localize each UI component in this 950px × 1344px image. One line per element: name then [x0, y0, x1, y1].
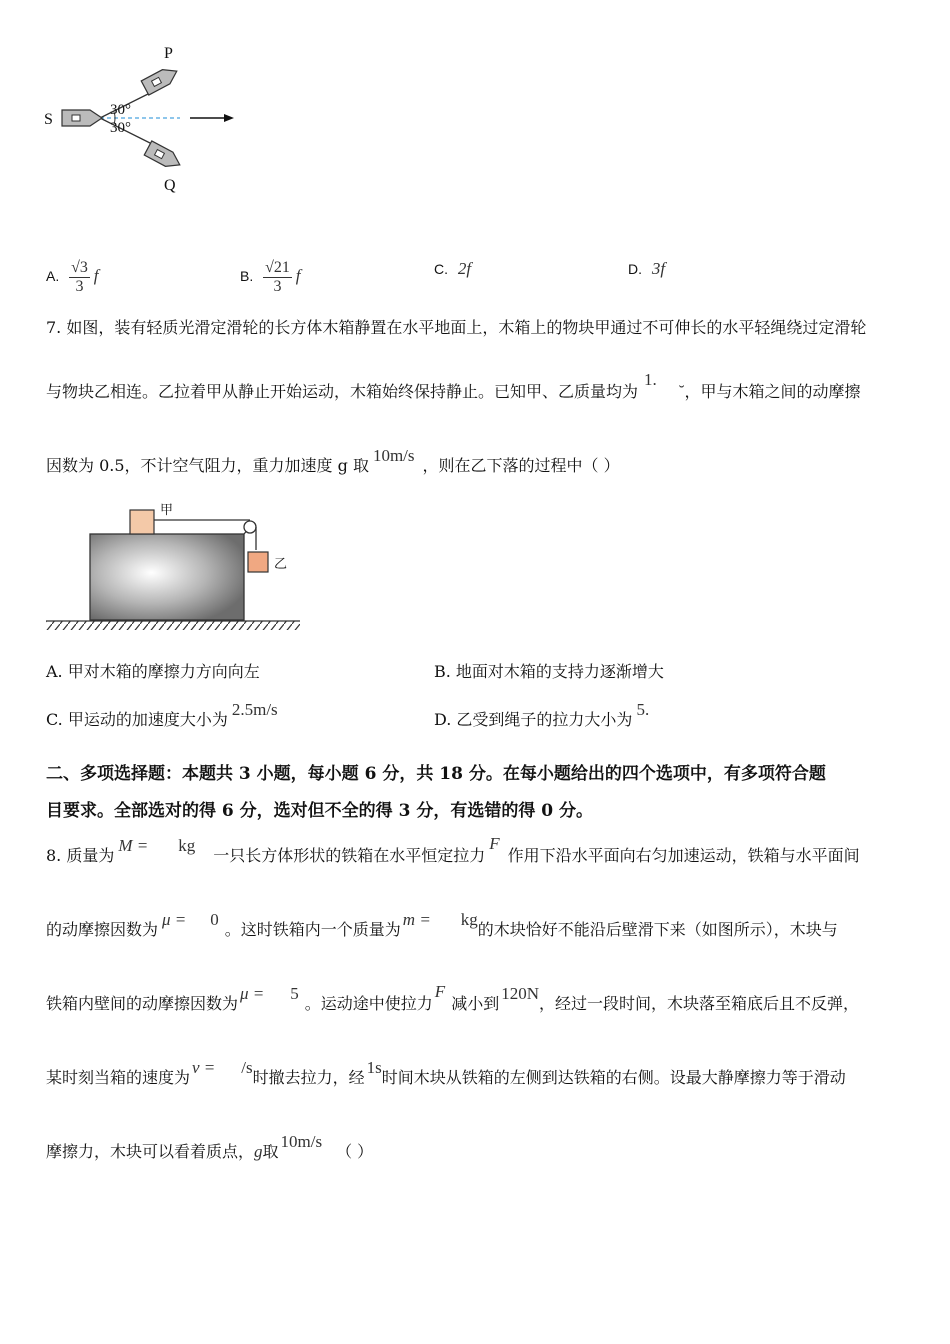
q8-line-4: 某时刻当箱的速度为v = /s时撤去拉力，经1s时间木块从铁箱的左侧到达铁箱的右侧。设最大静摩擦力等于滑动 — [46, 1058, 846, 1087]
label-q: Q — [164, 177, 176, 194]
label-yi: 乙 — [274, 557, 288, 572]
boat-s — [62, 110, 102, 126]
q8-line-1: 8. 质量为M = kg一只长方体形状的铁箱在水平恒定拉力F作用下沿水平面向右匀加速运动，铁箱与水平面间 — [46, 834, 860, 865]
boat-p — [141, 64, 180, 95]
q7-option-d[interactable]: D. 乙受到绳子的拉力大小为5. — [434, 700, 650, 729]
q7-option-c[interactable]: C. 甲运动的加速度大小为2.5m/s — [46, 700, 278, 729]
q8-line-3: 铁箱内壁间的动摩擦因数为μ = 5。运动途中使拉力F减小到120N，经过一段时间，木块落至箱底后且不反弹， — [46, 982, 859, 1013]
q7-line-2: 与物块乙相连。乙拉着甲从静止开始运动，木箱始终保持静止。已知甲、乙质量均为1.˘，甲与木箱之间的动摩擦 — [46, 370, 861, 401]
angle-bottom-label: 30° — [110, 120, 131, 136]
label-s: S — [44, 111, 53, 128]
q7-line-1: 7. 如图，装有轻质光滑定滑轮的长方体木箱静置在水平地面上，木箱上的物块甲通过不可伸长的水平轻绳绕过定滑轮 — [46, 318, 867, 337]
label-p: P — [164, 45, 173, 62]
boat-q — [144, 141, 183, 172]
box-pulley-figure — [44, 494, 314, 634]
angle-top-label: 30° — [110, 102, 131, 118]
boats-figure — [40, 40, 250, 200]
q8-line-2: 的动摩擦因数为μ = 0。这时铁箱内一个质量为m = kg的木块恰好不能沿后壁滑下来（如图所示），木块与 — [46, 910, 838, 939]
q6-option-b[interactable]: B. $\frac{√21}{3}$ f — [240, 259, 301, 295]
q6-option-c[interactable]: C. 2f — [434, 259, 472, 278]
q7-line-3: 因数为 0.5，不计空气阻力，重力加速度 g 取10m/s，则在乙下落的过程中（ ） — [46, 446, 620, 475]
q7-option-b[interactable]: B. 地面对木箱的支持力逐渐增大 — [434, 662, 664, 681]
q7-option-a[interactable]: A. 甲对木箱的摩擦力方向向左 — [46, 662, 260, 681]
q8-line-5: 摩擦力，木块可以看着质点，g取10m/s（ ） — [46, 1132, 374, 1161]
section-2-heading-line-2: 目要求。全部选对的得 6 分，选对但不全的得 3 分，有选错的得 0 分。 — [46, 801, 593, 821]
q6-option-a[interactable]: A. $\frac{√3}{3}$ f — [46, 259, 99, 295]
label-jia: 甲 — [160, 503, 174, 518]
q6-option-d[interactable]: D. 3f — [628, 259, 666, 278]
section-2-heading-line-1: 二、多项选择题：本题共 3 小题，每小题 6 分，共 18 分。在每小题给出的四个选项中，有多项符合题 — [46, 764, 826, 784]
